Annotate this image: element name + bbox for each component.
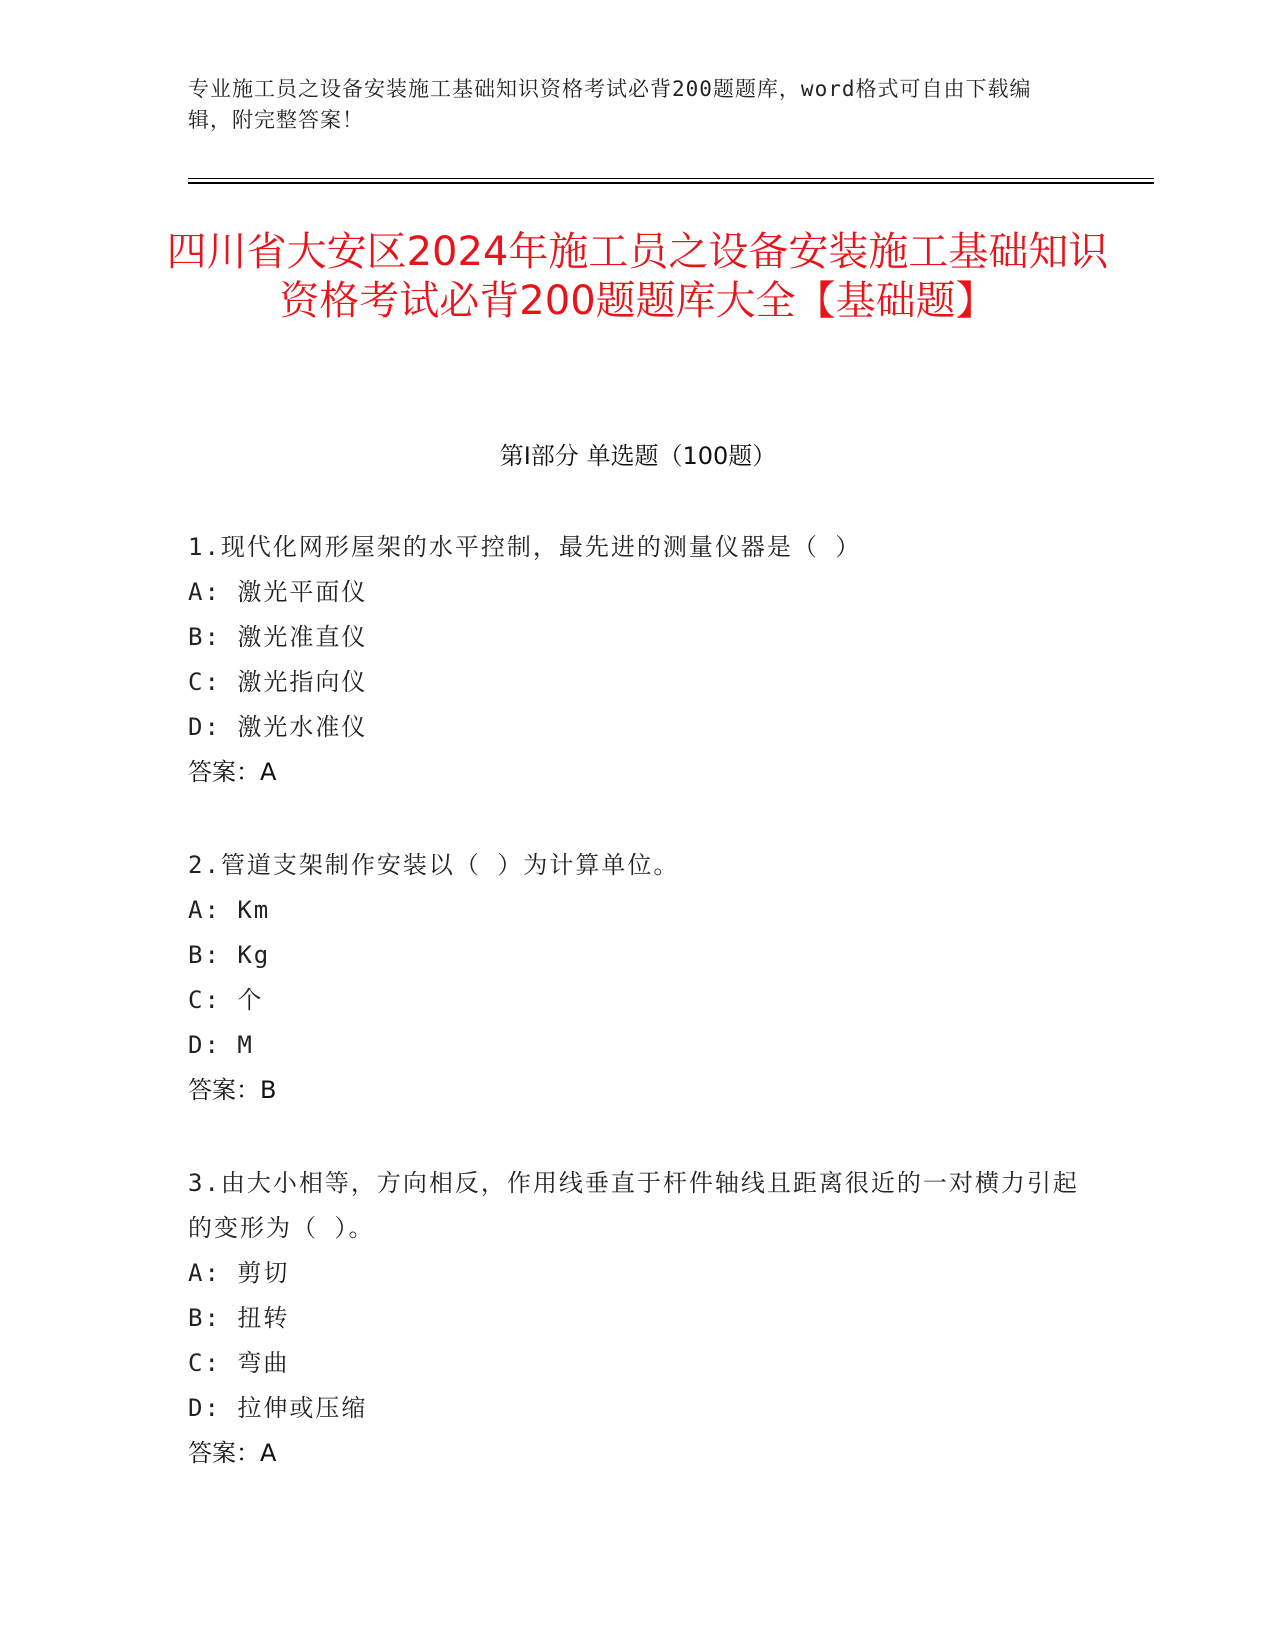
option-a: A: Km [188, 896, 271, 924]
question-stem: 1.现代化网形屋架的水平控制，最先进的测量仪器是（ ） [188, 533, 862, 561]
header-note: 专业施工员之设备安装施工基础知识资格考试必背200题题库，word格式可自由下载编辑，附完整答案！ [188, 77, 1032, 132]
answer-label: 答案：A [188, 758, 277, 786]
option-a: A: 激光平面仪 [188, 578, 368, 606]
option-d: D: 激光水准仪 [188, 713, 368, 741]
question-2 [188, 843, 1088, 1113]
question-stem: 3.由大小相等，方向相反，作用线垂直于杆件轴线且距离很近的一对横力引起的变形为（ ）。 [188, 1169, 1079, 1242]
question-3 [188, 1161, 1088, 1476]
option-b: B: 扭转 [188, 1304, 290, 1332]
option-b: B: 激光准直仪 [188, 623, 368, 651]
option-d: D: 拉伸或压缩 [188, 1394, 368, 1422]
option-c: C: 弯曲 [188, 1349, 290, 1377]
option-b: B: Kg [188, 941, 271, 969]
question-1 [188, 525, 1088, 795]
document-title: 四川省大安区2024年施工员之设备安装施工基础知识资格考试必背200题题库大全【基础题】 [166, 229, 1109, 324]
option-c: C: 激光指向仪 [188, 668, 368, 696]
answer-label: 答案：B [188, 1076, 277, 1104]
answer-label: 答案：A [188, 1439, 277, 1467]
header-divider-thick [188, 182, 1154, 184]
option-a: A: 剪切 [188, 1259, 290, 1287]
question-stem: 2.管道支架制作安装以（ ）为计算单位。 [188, 851, 680, 879]
option-d: D: M [188, 1031, 254, 1059]
option-c: C: 个 [188, 986, 264, 1014]
section-title: 第I部分 单选题（100题） [499, 442, 777, 470]
header-divider-thin [188, 178, 1154, 179]
